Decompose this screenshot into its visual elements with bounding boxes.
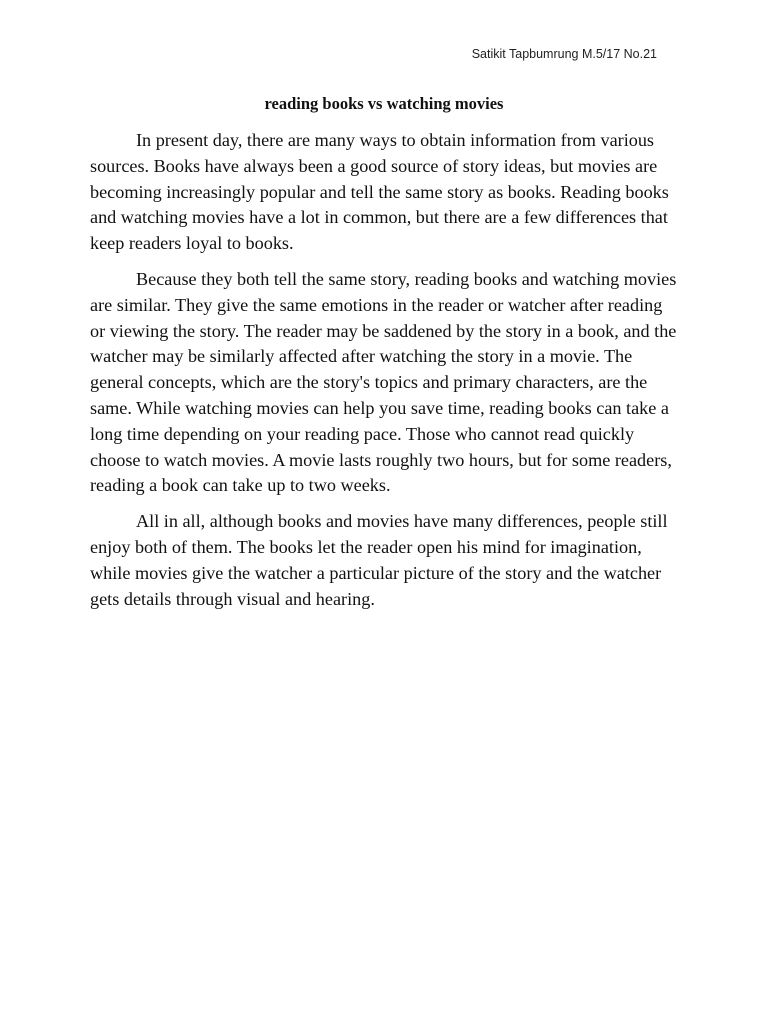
paragraph-conclusion: All in all, although books and movies have many differences, people still enjoy both of them. The books let the reader open his mind for imagination, while movies give the watcher a particular picture of the story and the watcher gets details through visual and hearing.: [90, 511, 668, 609]
document-body: [90, 128, 682, 622]
document-title: reading books vs watching movies: [264, 94, 504, 113]
author-line: Satikit Tapbumrung M.5/17 No.21: [471, 47, 657, 61]
paragraph-intro: In present day, there are many ways to obtain information from various sources. Books have always been a good source of story ideas, but movies are becoming increasingly popular and tell the same story as books. Reading books and watching movies have a lot in common, but there are a few differences that keep readers loyal to books.: [90, 130, 669, 254]
paragraph-similarities: Because they both tell the same story, reading books and watching movies are similar. They give the same emotions in the reader or watcher after reading or viewing the story. The reader may be saddened by the story in a book, and the watcher may be similarly affected after watching the story in a movie. The general concepts, which are the story's topics and primary characters, are the same. While watching movies can help you save time, reading books can take a long time depending on your reading pace. Those who cannot read quickly choose to watch movies. A movie lasts roughly two hours, but for some readers, reading a book can take up to two weeks.: [90, 268, 677, 496]
